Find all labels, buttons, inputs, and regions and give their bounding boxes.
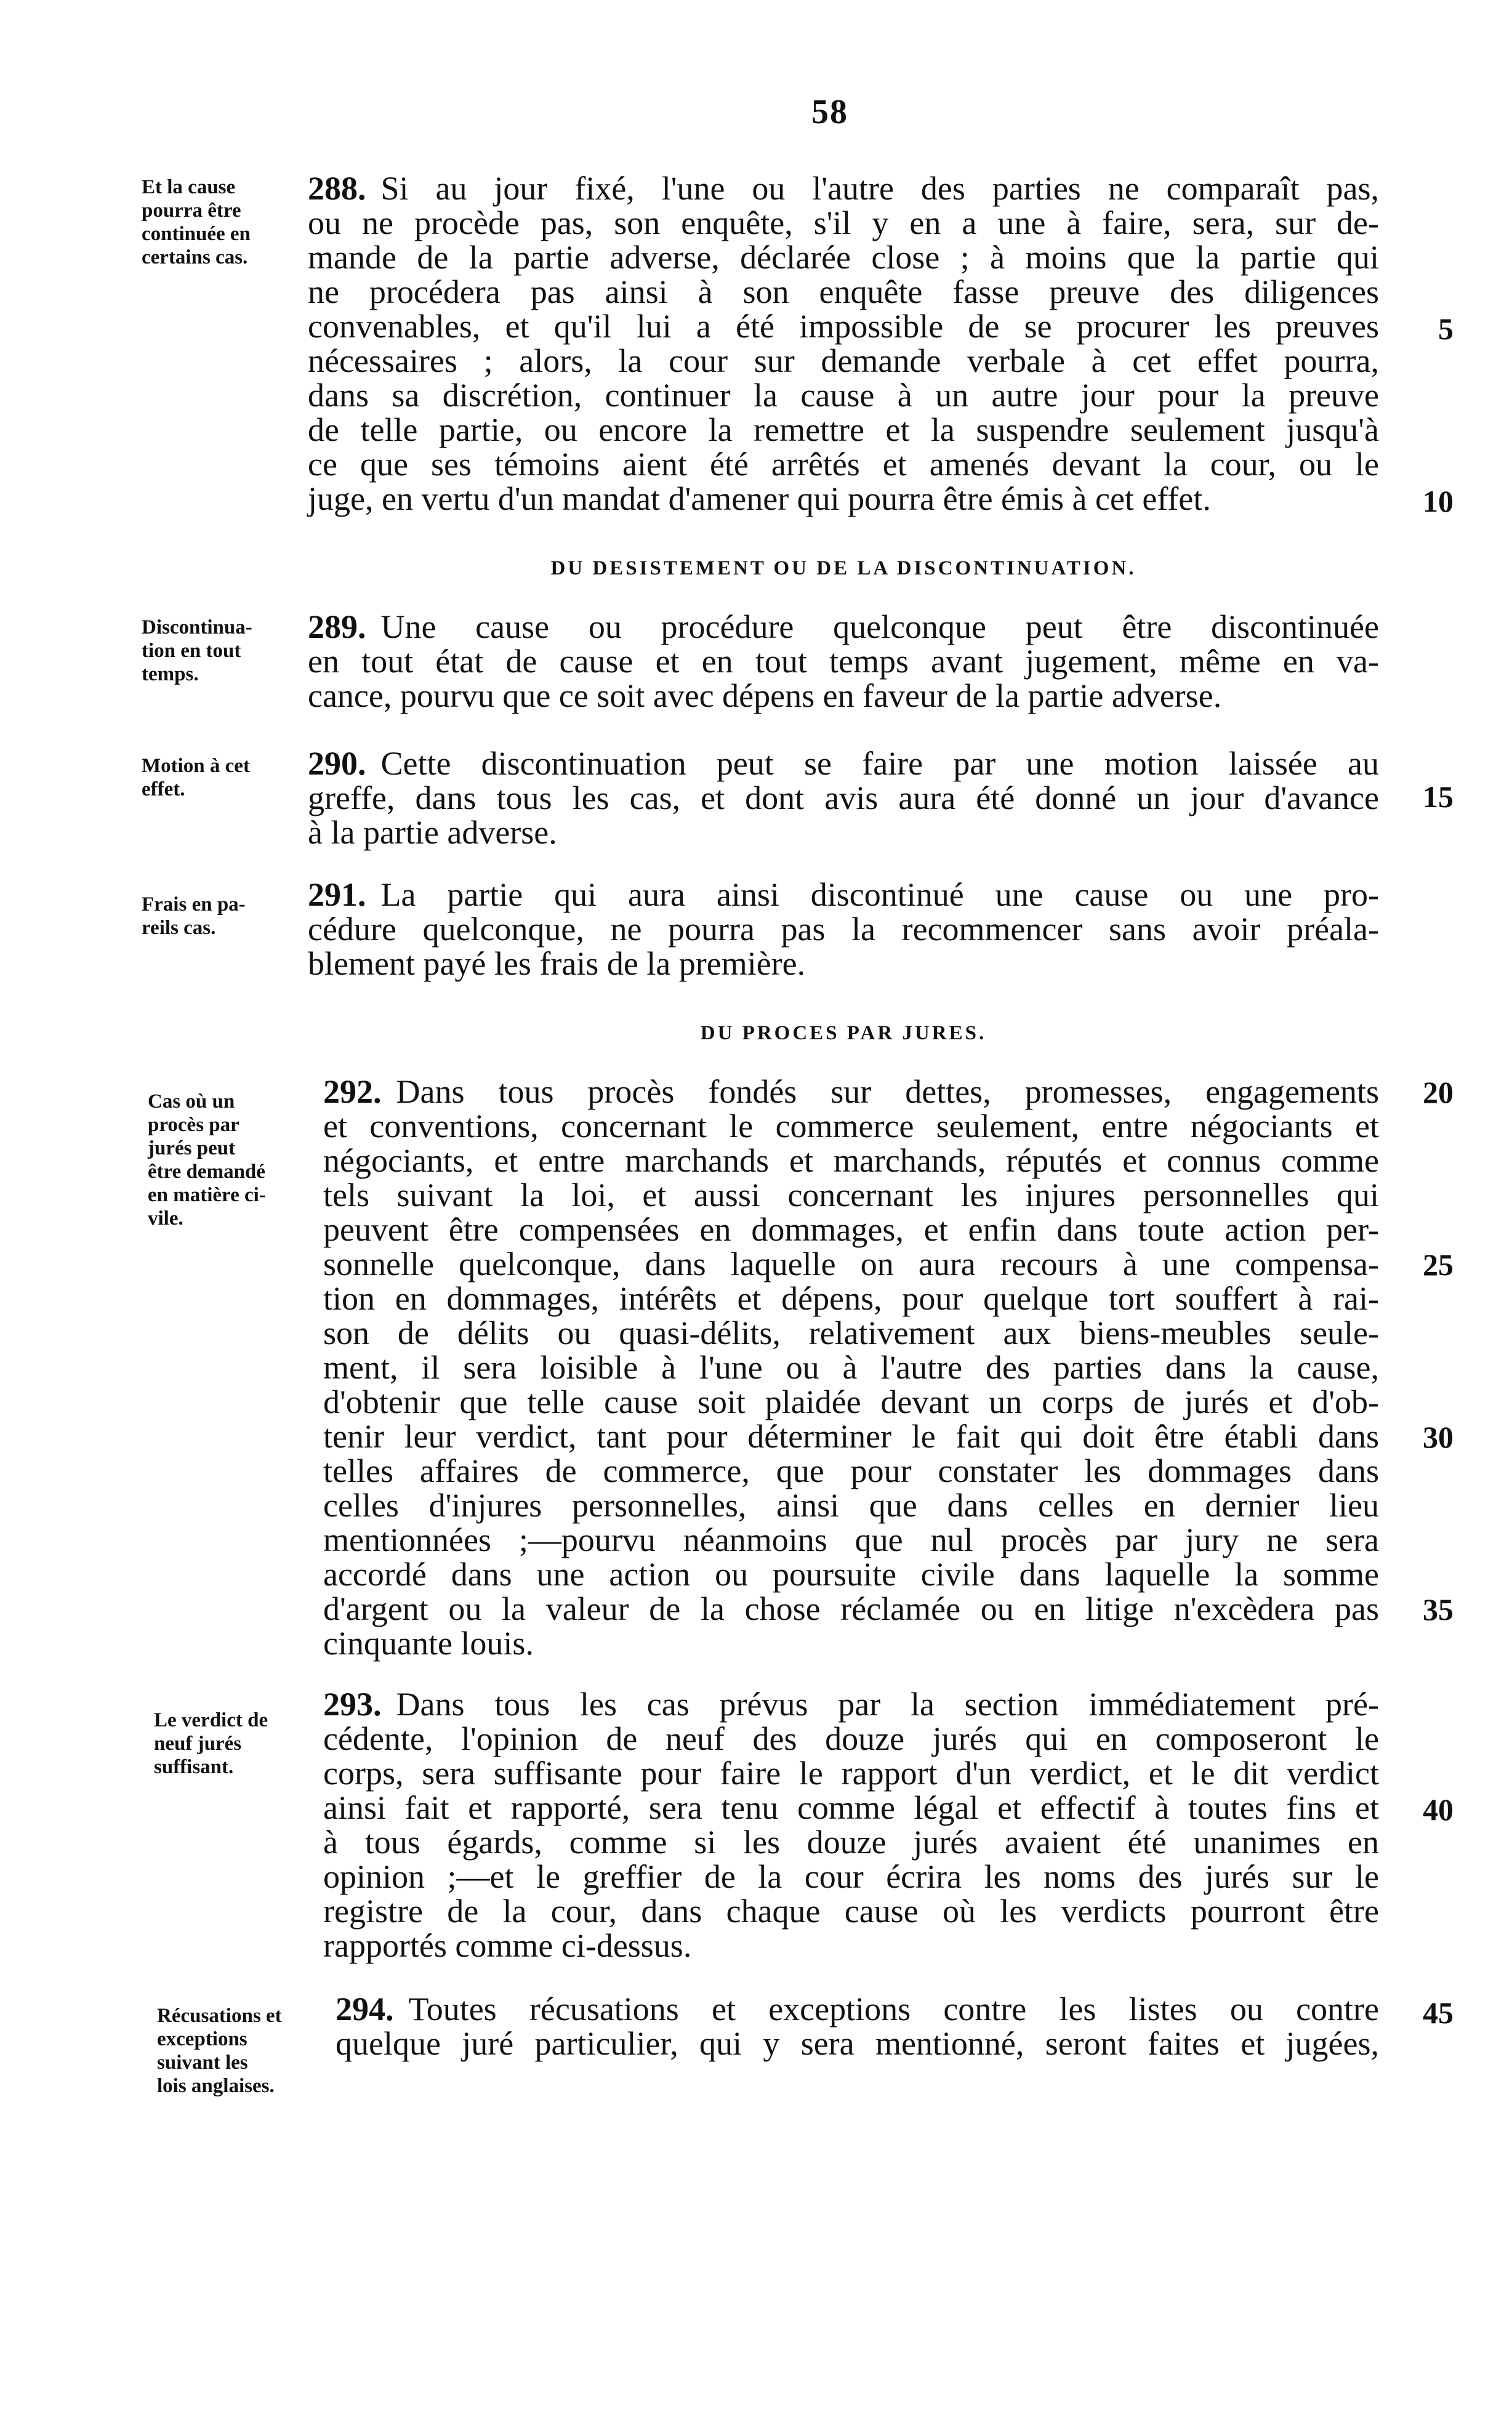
article-line: celles d'injures personnelles, ainsi que dans celles en dernier lieu [323, 1487, 1379, 1524]
heading-desistement: DU DESISTEMENT OU DE LA DISCONTINUATION. [550, 557, 1136, 579]
article-line: rapportés comme ci-dessus. [323, 1927, 692, 1964]
article-line: son de délits ou quasi-délits, relativement aux biens-meubles seule- [323, 1315, 1379, 1351]
article-line: à la partie adverse. [308, 814, 557, 851]
article-line: peuvent être compensées en dommages, et enfin dans toute action per- [323, 1211, 1379, 1248]
line-number: 5 [1438, 312, 1454, 346]
margin-note-292 [148, 1090, 332, 1230]
line-number: 15 [1423, 779, 1454, 814]
article-294 [336, 1992, 1379, 2061]
margin-note-line: jurés peut [148, 1137, 236, 1159]
article-line: 290. Cette discontinuation peut se faire par une motion laissée au [308, 745, 1379, 782]
article-line: négociants, et entre marchands et marchands, réputés et connus comme [323, 1142, 1379, 1179]
article-line: ou ne procède pas, son enquête, s'il y en a une à faire, sera, sur de- [308, 204, 1379, 241]
line-numbers [1392, 0, 1454, 2416]
article-line: nécessaires ; alors, la cour sur demande verbale à cet effet pourra, [308, 342, 1379, 379]
line-number: 45 [1423, 1995, 1454, 2030]
margin-note-line: certains cas. [142, 246, 248, 268]
article-line: registre de la cour, dans chaque cause où les verdicts pourront être [323, 1893, 1379, 1930]
margin-note-288 [142, 175, 326, 269]
article-line: sonnelle quelconque, dans laquelle on aura recours à une compensa- [323, 1246, 1379, 1282]
article-line: d'obtenir que telle cause soit plaidée devant un corps de jurés et d'ob- [323, 1383, 1379, 1420]
article-number: 293. [323, 1686, 382, 1723]
article-number: 291. [308, 876, 366, 913]
line-number: 35 [1423, 1592, 1454, 1627]
article-line: quelque juré particulier, qui y sera mentionné, seront faites et jugées, [336, 2025, 1379, 2062]
article-line: en tout état de cause et en tout temps avant jugement, même en va- [308, 643, 1379, 680]
article-289 [308, 610, 1379, 713]
margin-note-line: temps. [142, 663, 199, 685]
margin-note-line: Le verdict de [154, 1709, 268, 1731]
article-288 [308, 171, 1379, 516]
article-line: accordé dans une action ou poursuite civile dans laquelle la somme [323, 1556, 1379, 1593]
line-number: 40 [1423, 1792, 1454, 1827]
margin-note-line: Cas où un [148, 1090, 235, 1113]
article-line: ment, il sera loisible à l'une ou à l'autre des parties dans la cause, [323, 1349, 1379, 1386]
article-line: opinion ;—et le greffier de la cour écrira les noms des jurés sur le [323, 1858, 1379, 1895]
line-number: 25 [1423, 1247, 1454, 1282]
article-line: cédente, l'opinion de neuf des douze jurés qui en composeront le [323, 1720, 1379, 1757]
article-line: de telle partie, ou encore la remettre et la suspendre seulement jusqu'à [308, 411, 1379, 448]
margin-note-line: procès par [148, 1114, 239, 1136]
article-number: 292. [323, 1073, 382, 1110]
article-line: cance, pourvu que ce soit avec dépens en faveur de la partie adverse. [308, 677, 1222, 714]
margin-note-line: effet. [142, 778, 185, 800]
article-line: 291. La partie qui aura ainsi discontinué une cause ou une pro- [308, 876, 1379, 913]
line-number: 20 [1423, 1075, 1454, 1109]
article-line: 289. Une cause ou procédure quelconque peut être discontinuée [308, 608, 1379, 645]
article-line: tenir leur verdict, tant pour déterminer le fait qui doit être établi dans [323, 1418, 1379, 1455]
article-line: dans sa discrétion, continuer la cause à un autre jour pour la preuve [308, 377, 1379, 414]
heading-proces: DU PROCES PAR JURES. [700, 1022, 987, 1044]
margin-note-line: continuée en [142, 223, 251, 245]
line-number: 30 [1423, 1420, 1454, 1454]
article-291 [308, 877, 1379, 981]
margin-note-291 [142, 893, 326, 940]
margin-note-line: reils cas. [142, 917, 216, 939]
article-number: 294. [336, 1991, 394, 2027]
article-line: corps, sera suffisante pour faire le rapport d'un verdict, et le dit verdict [323, 1755, 1379, 1792]
article-line: mentionnées ;—pourvu néanmoins que nul procès par jury ne sera [323, 1521, 1379, 1558]
article-line: 294. Toutes récusations et exceptions contre les listes ou contre [336, 1991, 1379, 2027]
margin-note-line: suivant les [157, 2052, 248, 2074]
margin-note-line: Frais en pa- [142, 893, 246, 916]
article-line: 293. Dans tous les cas prévus par la section immédiatement pré- [323, 1686, 1379, 1723]
article-line: et conventions, concernant le commerce seulement, entre négociants et [323, 1108, 1379, 1145]
article-line: blement payé les frais de la première. [308, 945, 806, 982]
line-number: 10 [1423, 484, 1454, 518]
article-line: convenables, et qu'il lui a été impossible de se procurer les preuves [308, 308, 1379, 345]
article-line: cinquante louis. [323, 1625, 534, 1662]
article-line: 288. Si au jour fixé, l'une ou l'autre des parties ne comparaît pas, [308, 170, 1379, 207]
margin-note-line: suffisant. [154, 1756, 234, 1778]
article-line: d'argent ou la valeur de la chose réclamée ou en litige n'excèdera pas [323, 1590, 1379, 1627]
margin-note-line: Discontinua- [142, 616, 252, 638]
article-293 [323, 1687, 1379, 1963]
margin-note-290 [142, 754, 326, 801]
article-line: telles affaires de commerce, que pour constater les dommages dans [323, 1452, 1379, 1489]
article-line: ainsi fait et rapporté, sera tenu comme légal et effectif à toutes fins et [323, 1789, 1379, 1826]
margin-note-line: Motion à cet [142, 755, 250, 777]
margin-note-line: être demandé [148, 1161, 265, 1183]
article-number: 289. [308, 608, 366, 645]
article-line: mande de la partie adverse, déclarée close ; à moins que la partie qui [308, 239, 1379, 276]
margin-note-293 [154, 1709, 339, 1779]
margin-note-line: lois anglaises. [157, 2075, 275, 2097]
margin-note-line: neuf jurés [154, 1733, 242, 1755]
article-line: cédure quelconque, ne pourra pas la recommencer sans avoir préala- [308, 911, 1379, 948]
article-line: tion en dommages, intérêts et dépens, pour quelque tort souffert à rai- [323, 1280, 1379, 1317]
margin-note-line: pourra être [142, 199, 241, 222]
margin-note-294 [157, 2004, 342, 2098]
article-number: 290. [308, 745, 366, 782]
margin-note-line: vile. [148, 1207, 183, 1230]
article-292 [323, 1074, 1379, 1661]
margin-note-line: Récusations et [157, 2005, 282, 2027]
margin-note-line: tion en tout [142, 640, 241, 662]
article-line: ce que ses témoins aient été arrêtés et amenés devant la cour, ou le [308, 446, 1379, 483]
article-290 [308, 746, 1379, 850]
article-number: 288. [308, 170, 366, 207]
article-line: juge, en vertu d'un mandat d'amener qui pourra être émis à cet effet. [308, 480, 1211, 517]
margin-note-289 [142, 616, 326, 686]
margin-note-line: en matière ci- [148, 1184, 266, 1206]
margin-note-line: exceptions [157, 2028, 247, 2050]
page-number: 58 [811, 93, 848, 131]
article-line: greffe, dans tous les cas, et dont avis aura été donné un jour d'avance [308, 779, 1379, 816]
article-line: 292. Dans tous procès fondés sur dettes, promesses, engagements [323, 1073, 1379, 1110]
article-line: ne procédera pas ainsi à son enquête fasse preuve des diligences [308, 273, 1379, 310]
article-line: à tous égards, comme si les douze jurés avaient été unanimes en [323, 1824, 1379, 1861]
article-line: tels suivant la loi, et aussi concernant les injures personnelles qui [323, 1177, 1379, 1214]
margin-note-line: Et la cause [142, 176, 236, 198]
